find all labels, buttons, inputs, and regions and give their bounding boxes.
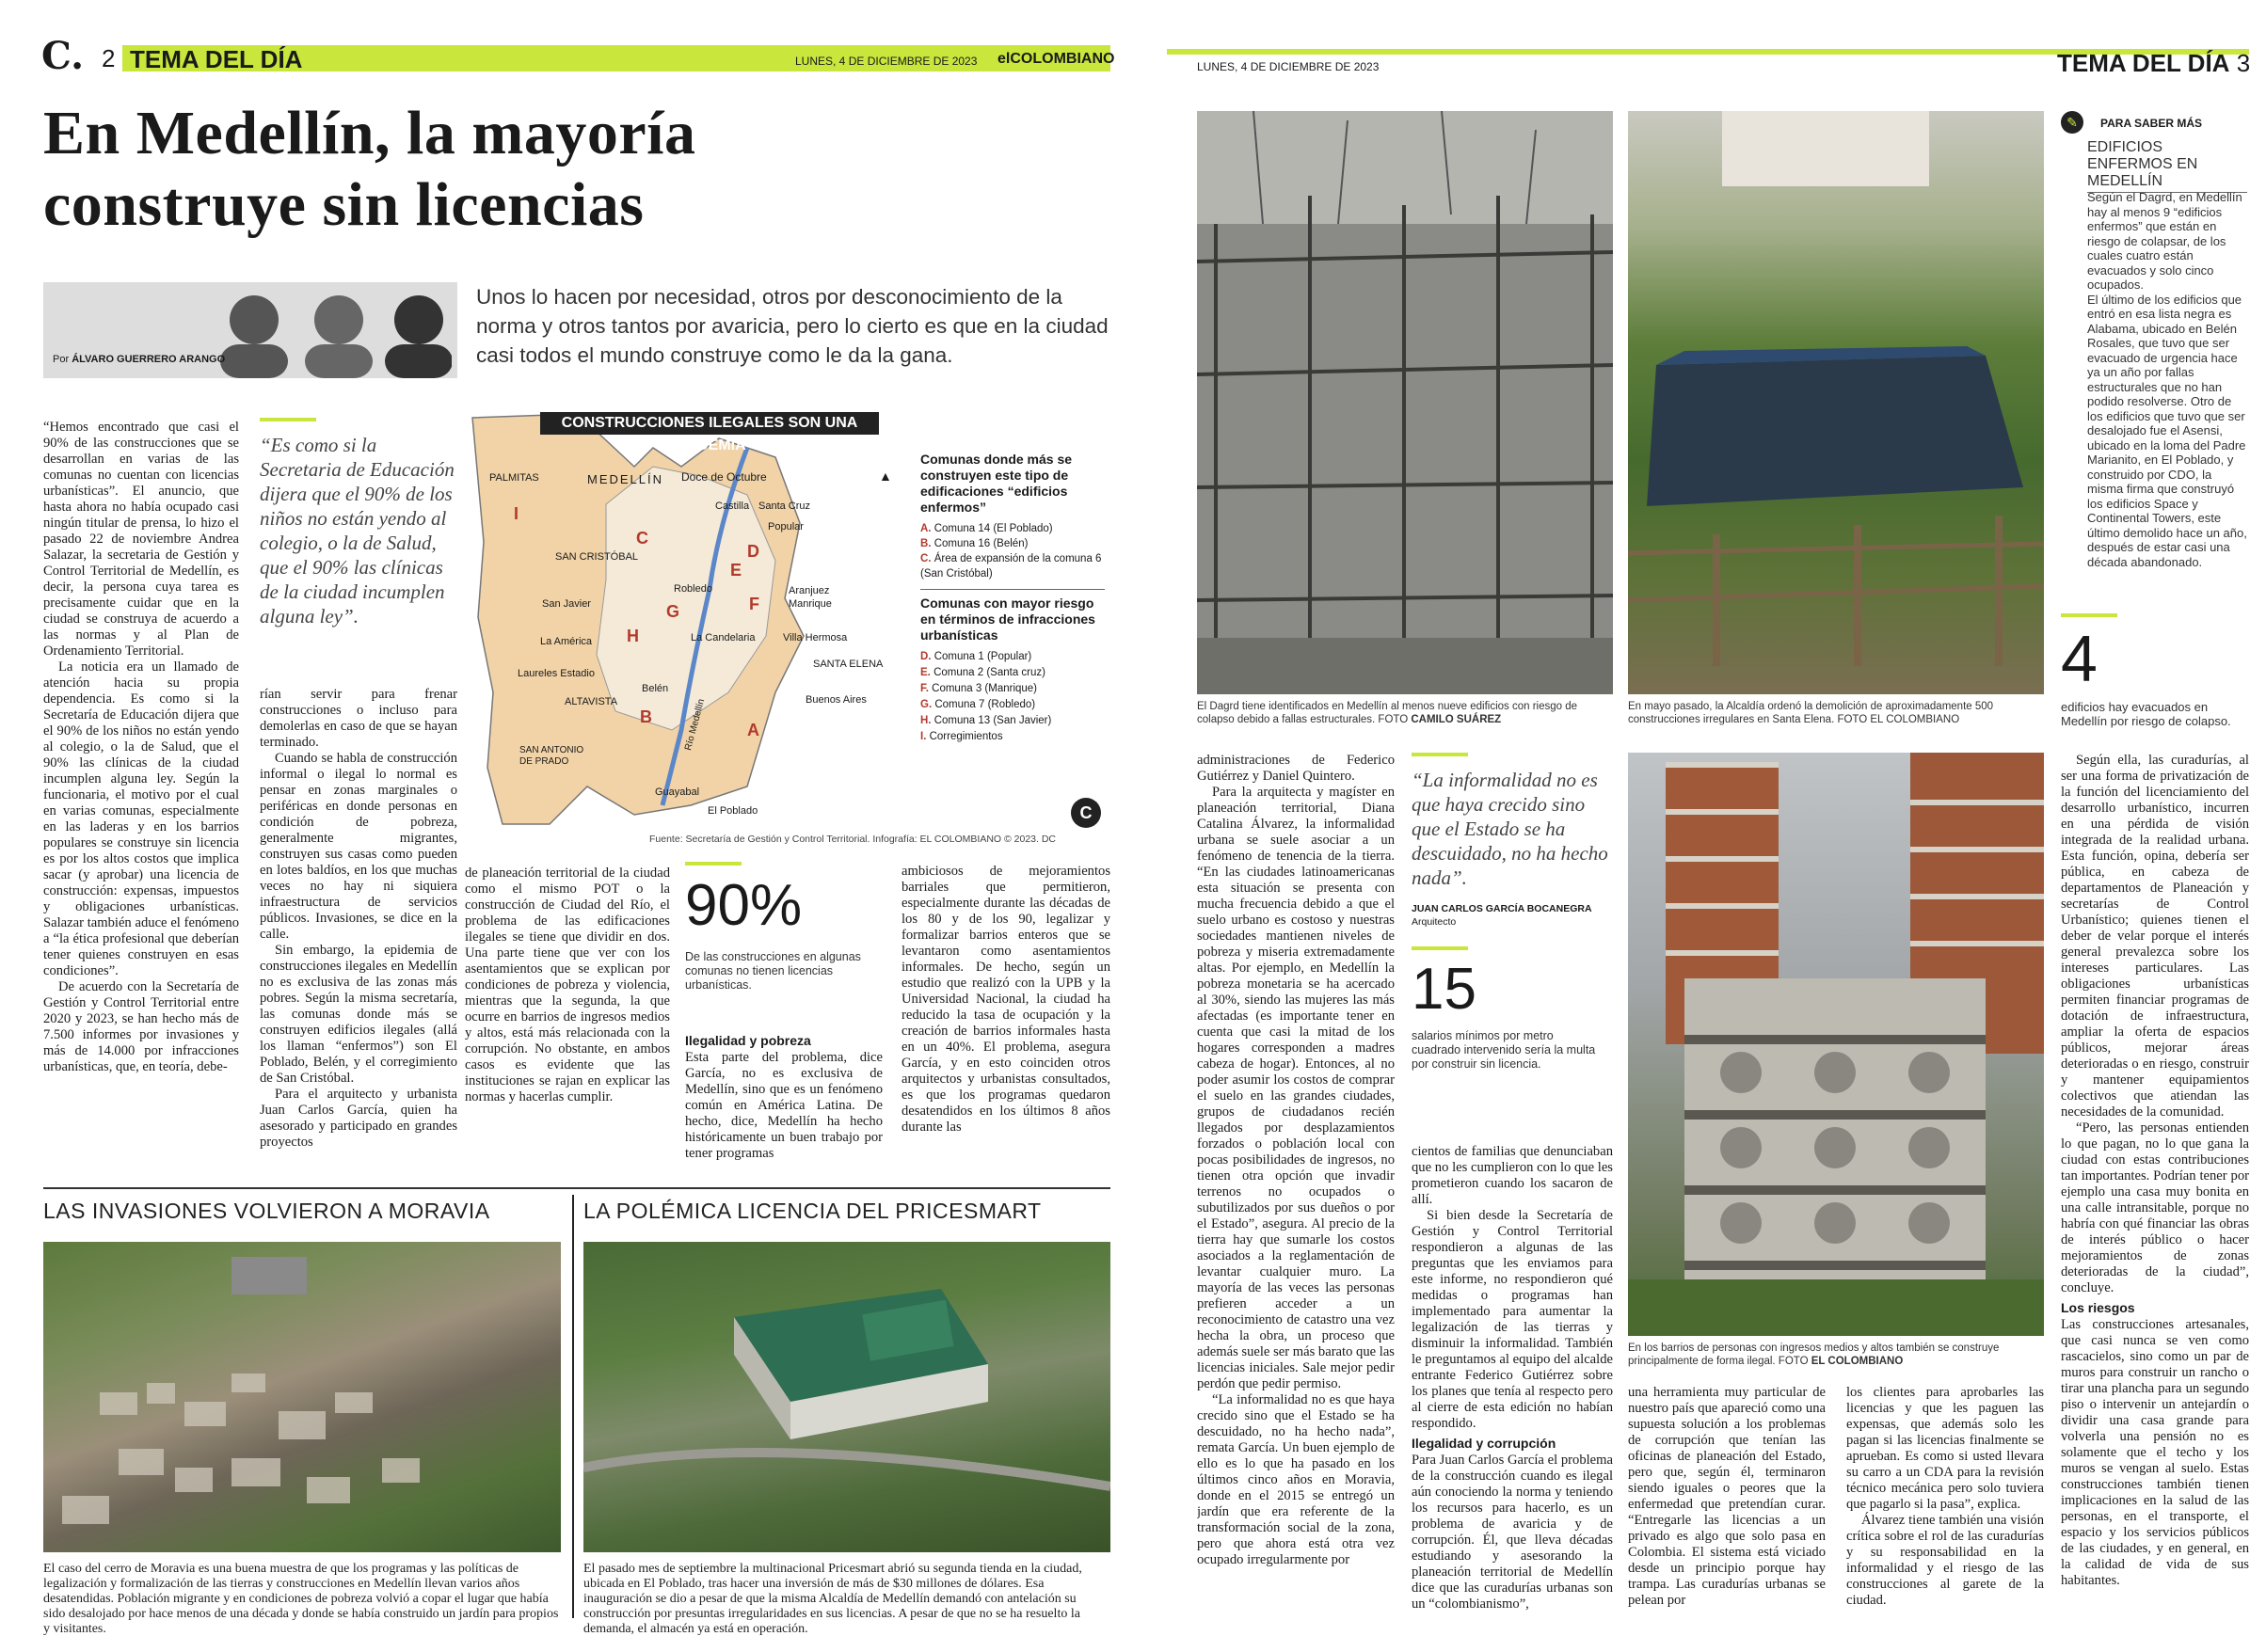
legend-title-1: Comunas donde más se construyen este tipo de edificaciones “edificios enfermos”: [920, 452, 1073, 515]
headline: En Medellín, la mayoría construye sin licencias: [43, 99, 696, 239]
map-title: CONSTRUCCIONES ILEGALES SON UNA EPIDEMIA: [540, 412, 879, 435]
byline: Por ÁLVARO GUERRERO ARANGO: [53, 354, 226, 365]
map-marker: A: [747, 721, 759, 739]
photo1-caption: El Dagrd tiene identificados en Medellín al menos nueve edificios con riesgo de colapso debido a fallas estructurales. FOTO CAMILO SUÁREZ: [1197, 701, 1578, 725]
legend-item: I. Corregimientos: [920, 731, 1003, 742]
right-col-4: los clientes para aprobarles las licencias y que les paguen las expensas, que además solo les pagan si las licencias finalmente se aprueban. Es como si usted llevara su carro a un CDA para la revisión técnico mecánica pero solo tuviera que pagarlo si la pasa”, explica. Álvarez tiene también una visión crítica sobre el rol de las curadurías y su responsabilidad en la informalidad y el riesgo de las construcciones al garete de la ciudad.: [1846, 1385, 2044, 1608]
stat-4-text: edificios hay evacuados en Medellín por riesgo de colapso.: [2061, 700, 2231, 728]
map-label: Belén: [642, 683, 669, 694]
quote-bar: [1412, 753, 1468, 756]
map-label: La Candelaria: [691, 632, 756, 643]
legend-item: E. Comuna 2 (Santa cruz): [920, 667, 1045, 678]
map-source: Fuente: Secretaría de Gestión y Control Territorial. Infografía: EL COLOMBIANO © 2023. DC: [649, 834, 1057, 845]
legend-item: D. Comuna 1 (Popular): [920, 651, 1032, 662]
divider: [43, 1187, 1110, 1189]
right-col-2: cientos de familias que denunciaban que no les cumplieron con lo que les prometieron cuando los sacaron de allí. Si bien desde la Secretaría de Gestión y Control Territorial respondieron a algunas de las preguntas que les enviamos para este informe, no respondieron qué medidas o programas han implementado para aumentar la legalización de las tierras y disminuir la informalidad. También le preguntamos al equipo del alcalde entrante Federico Gutiérrez sobre los planes que tenía al respecto pero al cierre de esta edición no habían respondido. Ilegalidad y corrupción Para Juan Carlos García el problema de la construcción cuando es ilegal aún conociendo la norma y teniendo los recursos para hacerlo, es un problema de avaricia y de corrupción. Él, que lleva décadas estudiando y asesorando la planeación territorial de Medellín dice que las curadurías urbanas son un “colombianismo”,: [1412, 1144, 1613, 1612]
map-marker: I: [514, 504, 519, 523]
map-label: Popular: [768, 521, 804, 532]
header-date: LUNES, 4 DE DICIEMBRE DE 2023: [795, 55, 978, 68]
map-label: PALMITAS: [489, 472, 539, 484]
stat-4-number: 4: [2061, 622, 2098, 695]
sidebar-kicker: PARA SABER MÁS: [2100, 117, 2203, 130]
map-logo: C: [1071, 798, 1101, 828]
map-label: Buenos Aires: [806, 694, 867, 706]
stat-15-number: 15: [1412, 957, 1476, 1022]
map-marker: D: [747, 542, 759, 561]
map-marker: G: [666, 602, 680, 621]
legend-item: B. Comuna 16 (Belén): [920, 538, 1029, 549]
map-infographic: [465, 410, 1109, 849]
map-marker: H: [627, 627, 639, 645]
photo2-caption: En mayo pasado, la Alcaldía ordenó la demolición de aproximadamente 500 construcciones irregulares en Santa Elena. FOTO EL COLOMBIANO: [1628, 701, 1994, 725]
moravia-caption: El caso del cerro de Moravia es una buena muestra de que los programas y las políticas de legalización y formalización de las tierras y construcciones en Medellín llevan varios años desatendidas. Población migrante y en condiciones de pobreza volvió a copar el lugar que había sido desalojado por hace menos de una década y donde se había construido un jardín para propios y visitantes.: [43, 1562, 559, 1636]
map-label: SANTA ELENA: [813, 659, 884, 670]
photo3-caption: En los barrios de personas con ingresos medios y altos también se construye principalmente de forma ilegal. FOTO EL COLOMBIANO: [1628, 1342, 2000, 1367]
north-icon: ▲: [879, 469, 892, 484]
map-label: Manrique: [789, 598, 832, 610]
pull-quote: “Es como si la Secretaria de Educación dijera que el 90% de los niños no están yendo al colegio, o la de Salud, que el 90% las clínicas de la ciudad incumplen alguna ley”.: [260, 434, 455, 627]
section-title-right: TEMA DEL DÍA 3: [2057, 49, 2251, 77]
quote-author: JUAN CARLOS GARCÍA BOCANEGRA: [1412, 903, 1592, 914]
sidebar-body: Según el Dagrd, en Medellín hay al menos 9 “edificios enfermos” que están en riesgo de colapsar, de los cuales cuatro están evacuados y solo cinco ocupados. El último de los edificios que entró en esa lista negra es Alabama, ubicado en Belén Rosales, que tuvo que ser evacuado de urgencia hace ya un año por fallas estructurales que no han podido resolverse. Otro de los edificios que tuvo que ser desalojado fue el Asensi, ubicado en la loma del Padre Marianito, en El Poblado, y construido por CDO, la misma firma que construyó los edificios Space y Continental Towers, este último demolido hace un año, después de estar casi una década abandonado.: [2087, 190, 2247, 569]
quote-bar: [260, 418, 316, 421]
map-label: Castilla: [715, 500, 750, 512]
section-title: TEMA DEL DÍA: [130, 45, 303, 73]
map-label: ALTAVISTA: [565, 696, 618, 707]
map-label: Santa Cruz: [758, 500, 811, 512]
author-photos: [207, 282, 452, 378]
body-col-1: “Hemos encontrado que casi el 90% de las construcciones que se desarrollan en varias de las comunas no cuentan con licencias urbanísticas”. El anuncio, que hasta ahora no había ocupado casi ningún titular de prensa, lo hizo el pasado 22 de noviembre Andrea Salazar, la secretaria de Gestión y Control Territorial de Medellín, es decir, la persona cuya tarea es precisamente cuidar que en la ciudad se construya de acuerdo a las normas y al Plan de Ordenamiento Territorial. La noticia era un llamado de atención hacia su propia dependencia. Es como si la Secretaría de Educación dijera que el 90% de los niños no están yendo al colegio, o la de Salud, que el 90% las clínicas de la ciudad incumplen alguna ley. Según la funcionaria, el motivo por el cual en varias comunas, especialmente en las laderas y en los barrios populares se construye sin licencia es por los altos costos que implica sacar (y aprobar) una licencia de construcción: expensas, impuestos y obligaciones urbanísticas. Salazar también aduce el fenómeno a “la ética profesional que deberían tener quienes construyen en esas condiciones”. De acuerdo con la Secretaría de Gestión y Control Territorial entre 2020 y 2023, se han hecho más de 7.500 informes por invasiones y más de 14.000 por infracciones urbanísticas, que, en teoría, debe-: [43, 420, 239, 1074]
map-label: San Javier: [542, 598, 591, 610]
legend-item: A. Comuna 14 (El Poblado): [920, 523, 1053, 534]
section-divider: [572, 1195, 574, 1618]
page-number: 2: [102, 44, 116, 72]
map-label: Río Medellín: [683, 697, 708, 752]
map-label: Villa Hermosa: [783, 632, 848, 643]
right-col-1: administraciones de Federico Gutiérrez y Daniel Quintero. Para la arquitecta y magíster en planeación territorial, Diana Catalina Álvarez, la informalidad urbana se suele asociar a un fenómeno de tenencia de la tierra. “En las ciudades latinoamericanas esta situación se presenta con mucha frecuencia debido a que el suelo urbano es costoso y nuestras sociedades mantienen niveles de pobreza y miseria extremadamente altas. Por ejemplo, en Medellín la pobreza monetaria se ha acercado al 30%, siendo las mujeres las más afectadas (es importante tener en cuenta que casi la mitad de los hogares corresponden a madres cabeza de hogar). Entonces, al no poder asumir los costos de comprar el suelo en las grandes ciudades, grupos de ciudadanos recién llegados por desplazamientos forzados o población local con pocas posibilidades de ingresos, no tienen otra opción que invadir terrenos no ocupados o subutilizados por sus dueños o por el Estado”, asegura. Al precio de la tierra hay que sumarle los costos asociados a la reglamentación de levantar cualquier muro. La mayoría de las veces las personas prefieren acceder a un reconocimiento de catastro una vez hecha la obra, un proceso que además suele ser más barato que las licencias iniciales. Sale mejor pedir perdón que pedir permiso. “La informalidad no es que haya crecido sino que el Estado se ha descuidado, no ha hecho nada”, remata García. Un buen ejemplo de ello es lo que ha pasado en los últimos cinco años en Moravia, donde en el 2015 se entregó un jardín que era referente de la transformación social de la zona, pero que ahora está otra vez ocupado irregularmente por: [1197, 753, 1395, 1567]
logo: C.: [41, 34, 85, 78]
map-label: Robledo: [674, 583, 712, 595]
stat-90-text: De las construcciones en algunas comunas no tienen licencias urbanísticas.: [685, 950, 861, 992]
map-label: Guayabal: [655, 786, 700, 798]
stat-15-text: salarios mínimos por metro cuadrado intervenido sería la multa por construir sin licencia.: [1412, 1029, 1596, 1071]
map-label: El Poblado: [708, 805, 758, 817]
sidebar-title: EDIFICIOS ENFERMOS EN MEDELLÍN: [2087, 139, 2247, 193]
legend-item: G. Comuna 7 (Robledo): [920, 699, 1036, 710]
moravia-photo: [43, 1242, 561, 1552]
map-city-label: MEDELLÍN: [587, 472, 664, 486]
right-col-3: una herramienta muy particular de nuestro país que apareció como una supuesta solución a los problemas de corrupción que tenían las oficinas de planeación del Estado, pero que, según él, terminaron siendo iguales o peores que la enfermedad que pretendían curar. “Entregarle las licencias a un privado es algo que solo pasa en Colombia. El sistema está viciado desde un principio porque hay trampa. Las curadurías urbanas se pelean por: [1628, 1385, 1826, 1608]
map-marker: C: [636, 529, 648, 548]
pricesmart-photo: [583, 1242, 1110, 1552]
legend-item: C. Área de expansión de la comuna 6 (San Cristóbal): [920, 553, 1102, 580]
right-pull-quote: “La informalidad no es que haya crecido sino que el Estado se ha descuidado, no ha hecho nada”.: [1412, 769, 1608, 889]
body-col-4: Ilegalidad y pobreza Esta parte del problema, dice García, no es exclusiva de Medellín, sino que es un fenómeno común en América Latina. De hecho, dice, Medellín ha hecho históricamente un buen trabajo por tener programas: [685, 1033, 883, 1161]
body-col-3: de planeación territorial de la ciudad como el mismo POT o la construcción de Ciudad del Río, el problema de las edificaciones ilegales se tiene que dividir en dos. Una parte tiene que ver con los asentamientos que se explican por condiciones de pobreza y violencia, mientras que la segunda, la que ocurre en barrios de ingresos medios y altos, está más relacionada con la corrupción. No obstante, en ambos casos es evidente que las instituciones se rajan en explicar las normas y hacerlas cumplir.: [465, 866, 670, 1104]
map-label: SAN ANTONIO DE PRADO: [519, 745, 584, 767]
body-col-5: ambiciosos de mejoramientos barriales que permitieron, especialmente durante las décadas de los 80 y de los 90, legalizar y formalizar barrios enteros que se levantaron como asentamientos informales. De hecho, según un estudio que realizó con la UPB y la Universidad Nacional, la ciudad ha reducido la tasa de ocupación y la creación de barrios informales hasta en un 40%. El problema, asegura García, y en esto coinciden otros arquitectos y urbanistas consultados, es que los programas quedaron desatendidos en los últimos 8 años durante las: [902, 864, 1110, 1135]
moravia-heading: LAS INVASIONES VOLVIERON A MORAVIA: [43, 1199, 490, 1223]
map-label: Doce de Octubre: [681, 470, 767, 484]
brand: elCOLOMBIANO: [997, 51, 1115, 67]
map-label: SAN CRISTÓBAL: [555, 551, 639, 563]
header-date-right: LUNES, 4 DE DICIEMBRE DE 2023: [1197, 60, 1380, 73]
photo-construction: [1197, 111, 1613, 694]
legend-item: H. Comuna 13 (San Javier): [920, 715, 1052, 726]
pricesmart-heading: LA POLÉMICA LICENCIA DEL PRICESMART: [583, 1199, 1042, 1223]
map-label: La América: [540, 636, 593, 647]
map-marker: E: [730, 561, 742, 580]
stat-bar: [2061, 613, 2117, 617]
photo-santa-elena: [1628, 111, 2044, 694]
body-col-2: rían servir para frenar construcciones o incluso para demolerlas en caso de que se hayan terminado. Cuando se habla de construcción informal o ilegal lo normal es pensar en zonas marginales o periféricas en donde personas en condición de pobreza, generalmente migrantes, construyen sus casas como pueden en lotes baldíos, en los que muchas veces no hay ni siquiera infraestructura de servicios públicos. Invasiones, se dice en la calle. Sin embargo, la epidemia de construcciones ilegales en Medellín no es exclusiva de las zonas más pobres. Según la misma secretaría, las comunas donde más se construyen edificios ilegales (allá los llaman “enfermos”) son El Poblado, Belén, y el corregimiento de San Cristóbal. Para el arquitecto y urbanista Juan Carlos García, quien ha asesorado y participado en grandes proyectos: [260, 687, 457, 1150]
map-label: Aranjuez: [789, 585, 830, 596]
map-label: Laureles Estadio: [518, 668, 595, 679]
map-marker: B: [640, 707, 652, 726]
photo-towers: [1628, 753, 2044, 1336]
quote-role: Arquitecto: [1412, 916, 1457, 928]
lead-text: Unos lo hacen por necesidad, otros por desconocimiento de la norma y otros tantos por avaricia, pero lo cierto es que en la ciudad casi todos el mundo construye como le da la gana.: [476, 285, 1109, 367]
map-marker: F: [749, 595, 759, 613]
legend-item: F. Comuna 3 (Manrique): [920, 683, 1038, 694]
info-icon: ✎: [2061, 111, 2083, 134]
stat-bar: [685, 862, 742, 866]
stat-bar: [1412, 946, 1468, 950]
right-col-5: Según ella, las curadurías, al ser una forma de privatización de la función del licenciamiento del desarrollo urbanístico, incurren en una pérdida de visión integrada de la realidad urbana. Esta función, opina, debería ser pública, en cabeza de departamentos de Planeación y secretarías de Control Urbanístico; quienes tienen el deber de velar porque el interés general prevalezca sobre los intereses particulares. Las obligaciones urbanísticas permiten financiar programas de dotación de infraestructura, ampliar la oferta de espacios públicos, mejorar áreas deterioradas o en riesgo, construir y mantener equipamientos colectivos que atiendan las necesidades de la comunidad. “Pero, las personas entienden lo que pagan, no lo que gana la ciudad con estas contribuciones tan importantes. Podrían tener por ejemplo una casa muy bonita en una calle intransitable, porque no habría con qué financiar las obras de interés público o hacer mejoramientos de zonas deterioradas de la ciudad”, concluye. Los riesgos Las construcciones artesanales, que casi nunca se ven como rascacielos, sino como un par de muros para construir un rancho o tirar una plancha para un segundo piso o intervenir un antejardín o dividir una casa grande para volverla una pensión no es solamente que el techo y los muros se vengan al suelo. Estas construcciones también tienen implicaciones en la salud de las personas, en el transporte, el espacio y los servicios públicos de las ciudades, y en general, en la calidad de vida de sus habitantes.: [2061, 753, 2249, 1588]
map-legend: [920, 452, 1105, 745]
pricesmart-caption: El pasado mes de septiembre la multinacional Pricesmart abrió su segunda tienda en la ciudad, ubicada en El Poblado, tras hacer una inversión de más de $30 millones de dólares. Esa inauguración se dio a pesar de que la misma Alcaldía de Medellín demandó con antelación su construcción por presuntas irregularidades en sus licencias. A pesar de que no se ha resuelto la demanda, el almacén ya está en operación.: [583, 1562, 1082, 1636]
stat-90-number: 90%: [685, 873, 803, 938]
legend-title-2: Comunas con mayor riesgo en términos de infracciones urbanísticas: [920, 596, 1095, 643]
